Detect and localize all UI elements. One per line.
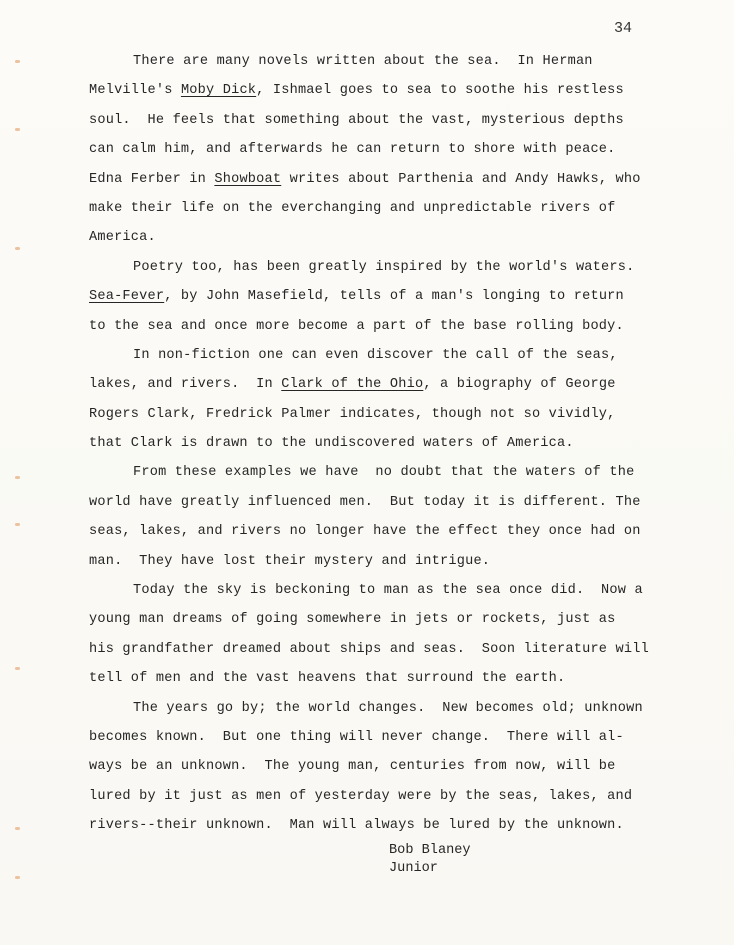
margin-mark — [15, 876, 20, 879]
text-line — [89, 282, 689, 311]
book-title-clark-of-the-ohio: Clark of the Ohio — [281, 377, 424, 393]
author-name: Bob Blaney — [389, 843, 471, 858]
poem-title-sea-fever: Sea-Fever — [89, 289, 165, 305]
text-line: make their life on the everchanging and unpredictable rivers of — [89, 200, 616, 216]
author-grade: Junior — [389, 861, 438, 876]
text-line — [89, 370, 689, 399]
text-line: to the sea and once more become a part of the base rolling body. — [89, 318, 624, 334]
text-line: ways be an unknown. The young man, centuries from now, will be — [89, 759, 616, 775]
text-line: Today the sky is beckoning to man as the sea once did. Now a — [133, 583, 643, 599]
text-fragment: writes about Parthenia and Andy Hawks, who — [281, 171, 641, 187]
text-line: man. They have lost their mystery and intrigue. — [89, 553, 491, 569]
text-line: soul. He feels that something about the vast, mysterious depths — [89, 112, 624, 128]
text-line: seas, lakes, and rivers no longer have the effect they once had on — [89, 524, 641, 540]
text-line: becomes known. But one thing will never change. There will al- — [89, 729, 624, 745]
text-line: his grandfather dreamed about ships and seas. Soon literature will — [89, 641, 649, 657]
text-fragment: lakes, and rivers. In — [89, 377, 282, 393]
text-line: From these examples we have no doubt that the waters of the — [133, 465, 635, 481]
text-line: can calm him, and afterwards he can return to shore with peace. — [89, 142, 616, 158]
text-line: that Clark is drawn to the undiscovered waters of America. — [89, 436, 574, 452]
signature-block — [389, 842, 471, 878]
text-line: Poetry too, has been greatly inspired by the world's waters. — [133, 259, 635, 275]
margin-mark — [15, 523, 20, 526]
margin-mark — [15, 60, 20, 63]
text-line: There are many novels written about the sea. In Herman — [133, 54, 593, 69]
text-line: In non-fiction one can even discover the call of the seas, — [133, 347, 618, 363]
text-line: Rogers Clark, Fredrick Palmer indicates, though not so vividly, — [89, 406, 616, 422]
book-title-moby-dick: Moby Dick — [180, 83, 257, 99]
page-number: 34 — [614, 20, 633, 37]
text-line: rivers--their unknown. Man will always be lured by the unknown. — [89, 818, 624, 834]
text-line: lured by it just as men of yesterday were by the seas, lakes, and — [89, 788, 633, 804]
text-fragment: Melville's — [89, 83, 181, 99]
essay-body — [89, 47, 689, 841]
margin-mark — [15, 128, 20, 131]
text-line — [89, 76, 689, 105]
margin-mark — [15, 247, 20, 250]
text-line: tell of men and the vast heavens that surround the earth. — [89, 671, 566, 687]
book-title-showboat: Showboat — [214, 171, 282, 187]
text-fragment: , a biography of George — [423, 377, 616, 393]
text-line: The years go by; the world changes. New becomes old; unknown — [133, 700, 643, 716]
text-line: America. — [89, 230, 156, 246]
text-fragment: , by John Masefield, tells of a man's longing to return — [164, 289, 624, 305]
text-fragment: Edna Ferber in — [89, 171, 215, 187]
text-line: young man dreams of going somewhere in jets or rockets, just as — [89, 612, 616, 628]
text-fragment: , Ishmael goes to sea to soothe his restless — [256, 83, 624, 99]
text-line — [89, 165, 689, 194]
margin-mark — [15, 827, 20, 830]
text-line: world have greatly influenced men. But today it is different. The — [89, 494, 641, 510]
margin-mark — [15, 476, 20, 479]
margin-mark — [15, 667, 20, 670]
